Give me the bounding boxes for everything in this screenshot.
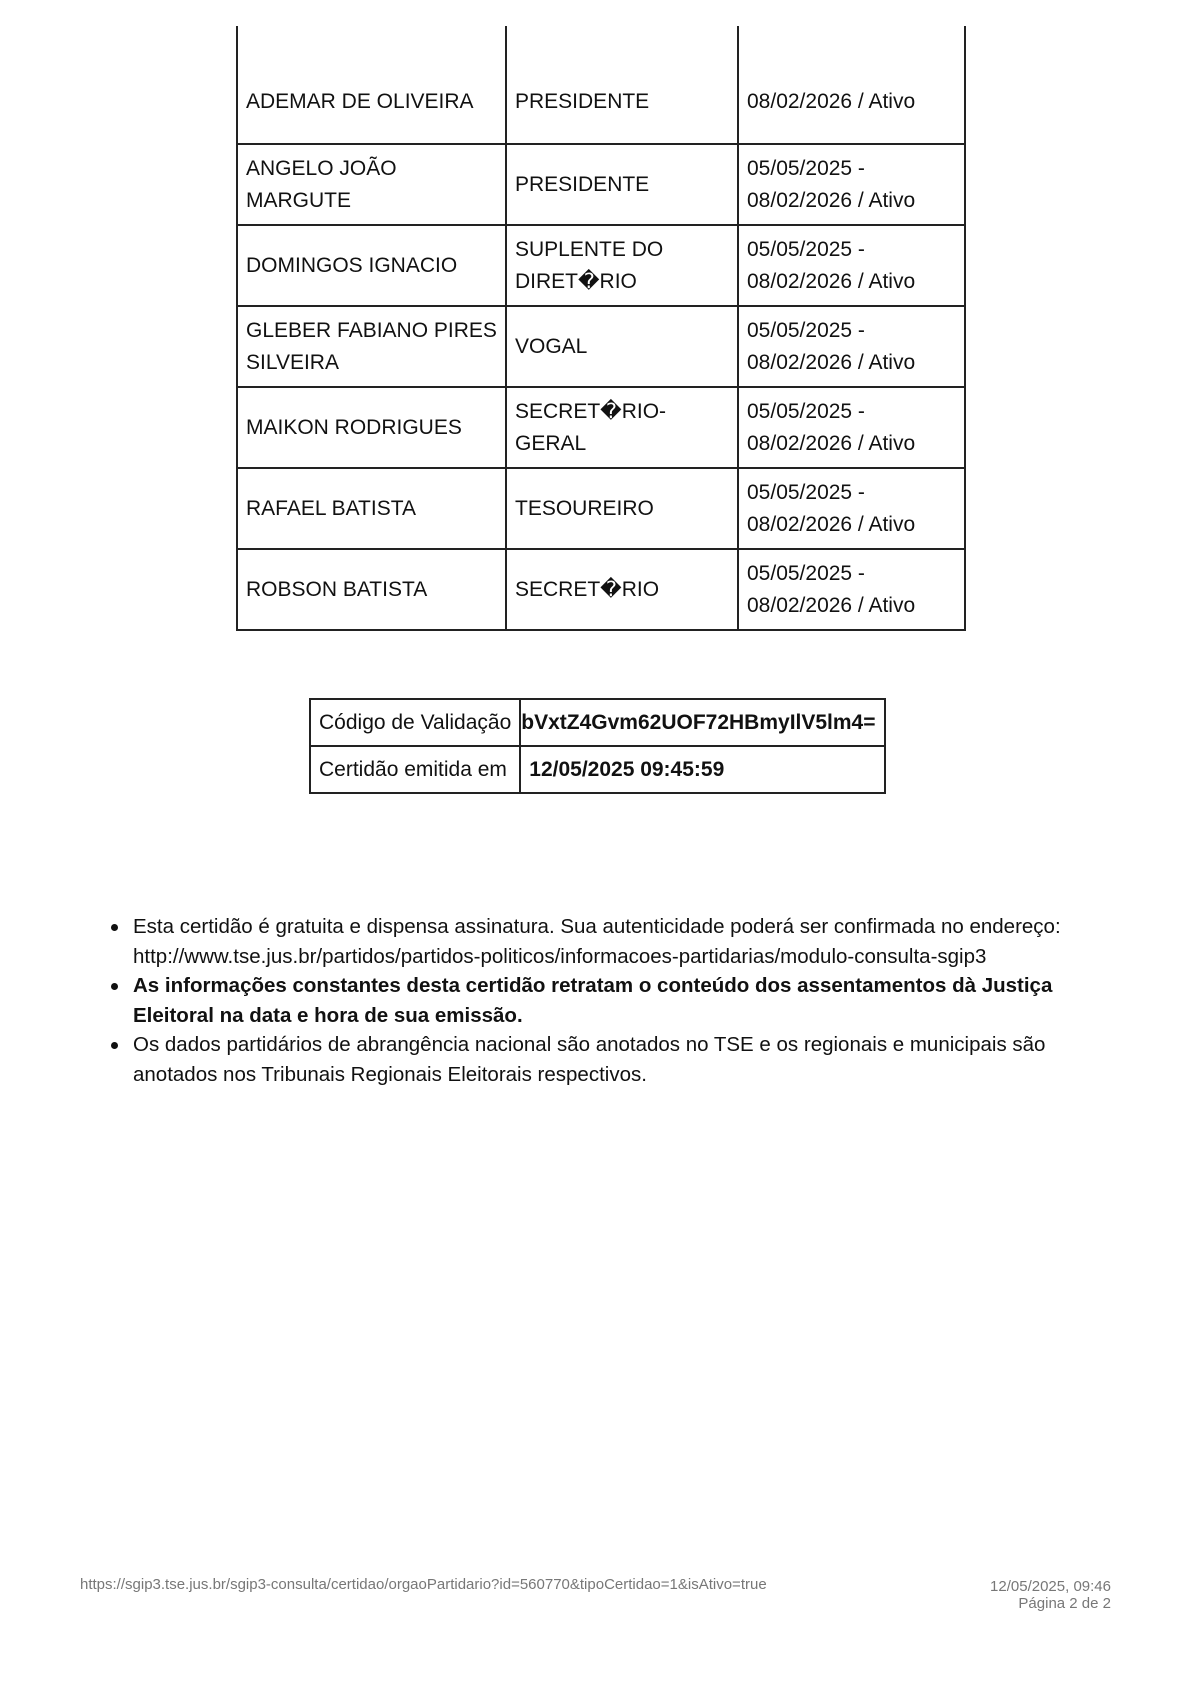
member-period: 05/05/2025 - 08/02/2026 / Ativo	[738, 144, 965, 225]
member-period: 05/05/2025 - 08/02/2026 / Ativo	[738, 387, 965, 468]
member-period: 05/05/2025 - 08/02/2026 / Ativo	[738, 468, 965, 549]
validation-code-value: bVxtZ4Gvm62UOF72HBmyIlV5lm4=	[520, 699, 884, 746]
table-row	[237, 468, 965, 549]
validation-code-row	[310, 699, 885, 746]
validation-code-label: Código de Validação	[310, 699, 520, 746]
member-name: RAFAEL BATISTA	[237, 468, 506, 549]
validation-table	[309, 698, 886, 794]
member-role: SECRET�RIO-GERAL	[506, 387, 738, 468]
issued-date-label: Certidão emitida em	[310, 746, 520, 793]
footer-info	[990, 1578, 1111, 1612]
member-role: TESOUREIRO	[506, 468, 738, 549]
member-name: GLEBER FABIANO PIRES SILVEIRA	[237, 306, 506, 387]
member-period: 05/05/2025 - 08/02/2026 / Ativo	[738, 549, 965, 630]
member-name: ROBSON BATISTA	[237, 549, 506, 630]
notes-list	[102, 912, 1113, 1089]
table-row	[237, 387, 965, 468]
footer-url: https://sgip3.tse.jus.br/sgip3-consulta/certidao/orgaoPartidario?id=560770&tipoCertidao=1&isAtivo=true	[80, 1576, 767, 1593]
member-period: 08/02/2026 / Ativo	[738, 26, 965, 144]
table-row	[237, 306, 965, 387]
member-role: SUPLENTE DO DIRET�RIO	[506, 225, 738, 306]
footer-page-number: Página 2 de 2	[1018, 1595, 1111, 1612]
member-name: ADEMAR DE OLIVEIRA	[237, 26, 506, 144]
issued-date-row	[310, 746, 885, 793]
members-table	[236, 26, 966, 631]
note-item: Esta certidão é gratuita e dispensa assinatura. Sua autenticidade poderá ser confirmada no endereço: http://www.tse.jus.br/partidos/partidos-politicos/informacoes-partidarias/modulo-consulta-sgip3	[133, 912, 1113, 971]
table-row	[237, 225, 965, 306]
member-period: 05/05/2025 - 08/02/2026 / Ativo	[738, 225, 965, 306]
table-row	[237, 549, 965, 630]
note-item: Os dados partidários de abrangência nacional são anotados no TSE e os regionais e municipais são anotados nos Tribunais Regionais Eleitorais respectivos.	[133, 1030, 1113, 1089]
member-role: PRESIDENTE	[506, 144, 738, 225]
table-row	[237, 26, 965, 144]
footer-datetime: 12/05/2025, 09:46	[990, 1578, 1111, 1595]
member-name: ANGELO JOÃO MARGUTE	[237, 144, 506, 225]
member-name: DOMINGOS IGNACIO	[237, 225, 506, 306]
member-role: PRESIDENTE	[506, 26, 738, 144]
member-role: VOGAL	[506, 306, 738, 387]
member-name: MAIKON RODRIGUES	[237, 387, 506, 468]
member-period: 05/05/2025 - 08/02/2026 / Ativo	[738, 306, 965, 387]
member-role: SECRET�RIO	[506, 549, 738, 630]
issued-date-value: 12/05/2025 09:45:59	[520, 746, 884, 793]
table-row	[237, 144, 965, 225]
note-item: As informações constantes desta certidão retratam o conteúdo dos assentamentos dà Justiça Eleitoral na data e hora de sua emissão.	[133, 971, 1113, 1030]
